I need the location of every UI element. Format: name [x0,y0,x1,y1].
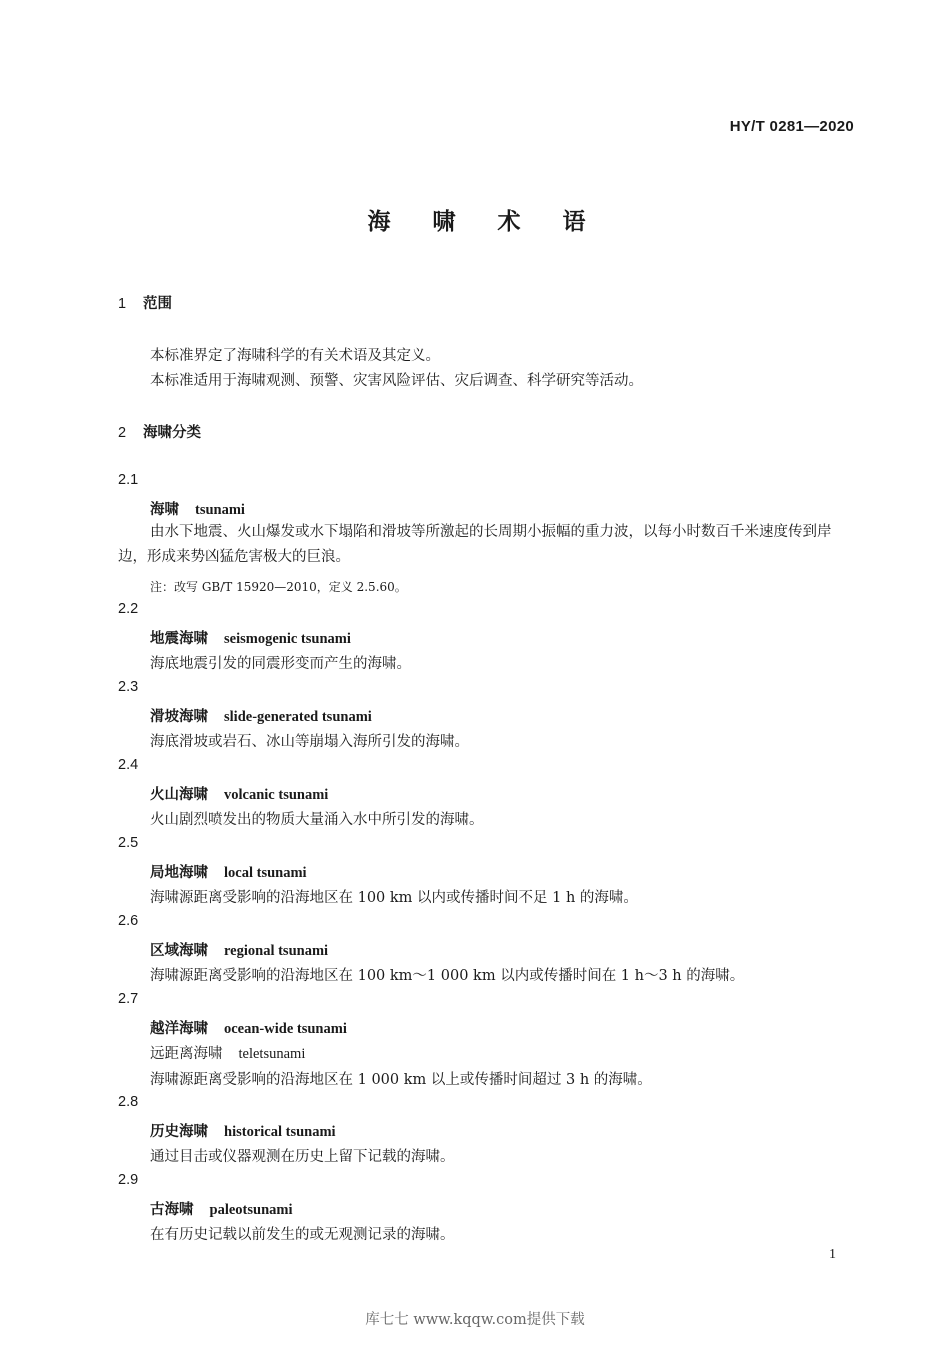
term [150,705,372,726]
term-en: seismogenic tsunami [224,631,351,647]
term-en: local tsunami [224,865,307,881]
definition: 海底滑坡或岩石、冰山等崩塌入海所引发的海啸。 [150,734,469,750]
term-zh: 区域海啸 [150,943,208,959]
term-zh: 海啸 [150,502,179,518]
entry-number: 2.8 [118,1094,139,1110]
term-zh: 滑坡海啸 [150,709,208,725]
section-title: 海啸分类 [143,425,201,441]
term-zh: 古海啸 [150,1202,194,1218]
term [150,1120,336,1141]
entry-number: 2.9 [118,1172,139,1188]
definition: 由水下地震、火山爆发或水下塌陷和滑坡等所激起的长周期小振幅的重力波，以每小时数百千米速度传到岸边，形成来势凶猛危害极大的巨浪。 [118,524,832,565]
term-en: paleotsunami [209,1202,293,1218]
entry-number: 2.3 [118,679,139,695]
synonym-zh: 远距离海啸 [150,1046,223,1062]
term [150,1198,293,1219]
term-zh: 地震海啸 [150,631,208,647]
scope-paragraph-2: 本标准适用于海啸观测、预警、灾害风险评估、灾后调查、科学研究等活动。 [150,373,643,389]
term-en: slide-generated tsunami [224,709,372,725]
section-number: 1 [118,296,127,312]
definition: 在有历史记载以前发生的或无观测记录的海啸。 [150,1227,455,1243]
scope-paragraph-1: 本标准界定了海啸科学的有关术语及其定义。 [150,348,440,364]
definition: 海啸源距离受影响的沿海地区在 100 km 以内或传播时间不足 1 h 的海啸。 [150,890,638,906]
entry-number: 2.4 [118,757,139,773]
entry-number: 2.1 [118,472,139,488]
definition: 海啸源距离受影响的沿海地区在 100 km～1 000 km 以内或传播时间在 1 h～3 h 的海啸。 [150,968,745,984]
download-footer: 库七七 www.kqqw.com提供下载 [365,1312,585,1328]
term-zh: 历史海啸 [150,1124,208,1140]
section-1-heading [118,292,172,313]
synonym-en: teletsunami [238,1046,306,1062]
definition: 海啸源距离受影响的沿海地区在 1 000 km 以上或传播时间超过 3 h 的海啸。 [150,1072,652,1088]
section-2-heading [118,421,201,442]
page-number: 1 [829,1247,836,1262]
definition: 火山剧烈喷发出的物质大量涌入水中所引发的海啸。 [150,812,484,828]
term-zh: 火山海啸 [150,787,208,803]
term-zh: 越洋海啸 [150,1021,208,1037]
definition: 通过目击或仪器观测在历史上留下记载的海啸。 [150,1149,455,1165]
definition: 海底地震引发的同震形变而产生的海啸。 [150,656,411,672]
term [150,1017,347,1038]
term [150,498,245,519]
term-zh: 局地海啸 [150,865,208,881]
standard-code: HY/T 0281—2020 [729,118,854,135]
term-en: volcanic tsunami [224,787,329,803]
entry-number: 2.6 [118,913,139,929]
term-en: tsunami [195,502,245,518]
term-en: historical tsunami [224,1124,336,1140]
term [150,627,351,648]
document-title: 海 啸 术 语 [367,209,603,235]
section-title: 范围 [143,296,172,312]
entry-number: 2.7 [118,991,139,1007]
term [150,783,328,804]
term-en: regional tsunami [224,943,329,959]
entry-number: 2.2 [118,601,139,617]
term [150,861,307,882]
entry-number: 2.5 [118,835,139,851]
synonym [150,1042,305,1063]
note: 注：改写 GB/T 15920—2010，定义 2.5.60。 [150,580,407,594]
term-en: ocean-wide tsunami [224,1021,347,1037]
section-number: 2 [118,425,127,441]
term [150,939,328,960]
